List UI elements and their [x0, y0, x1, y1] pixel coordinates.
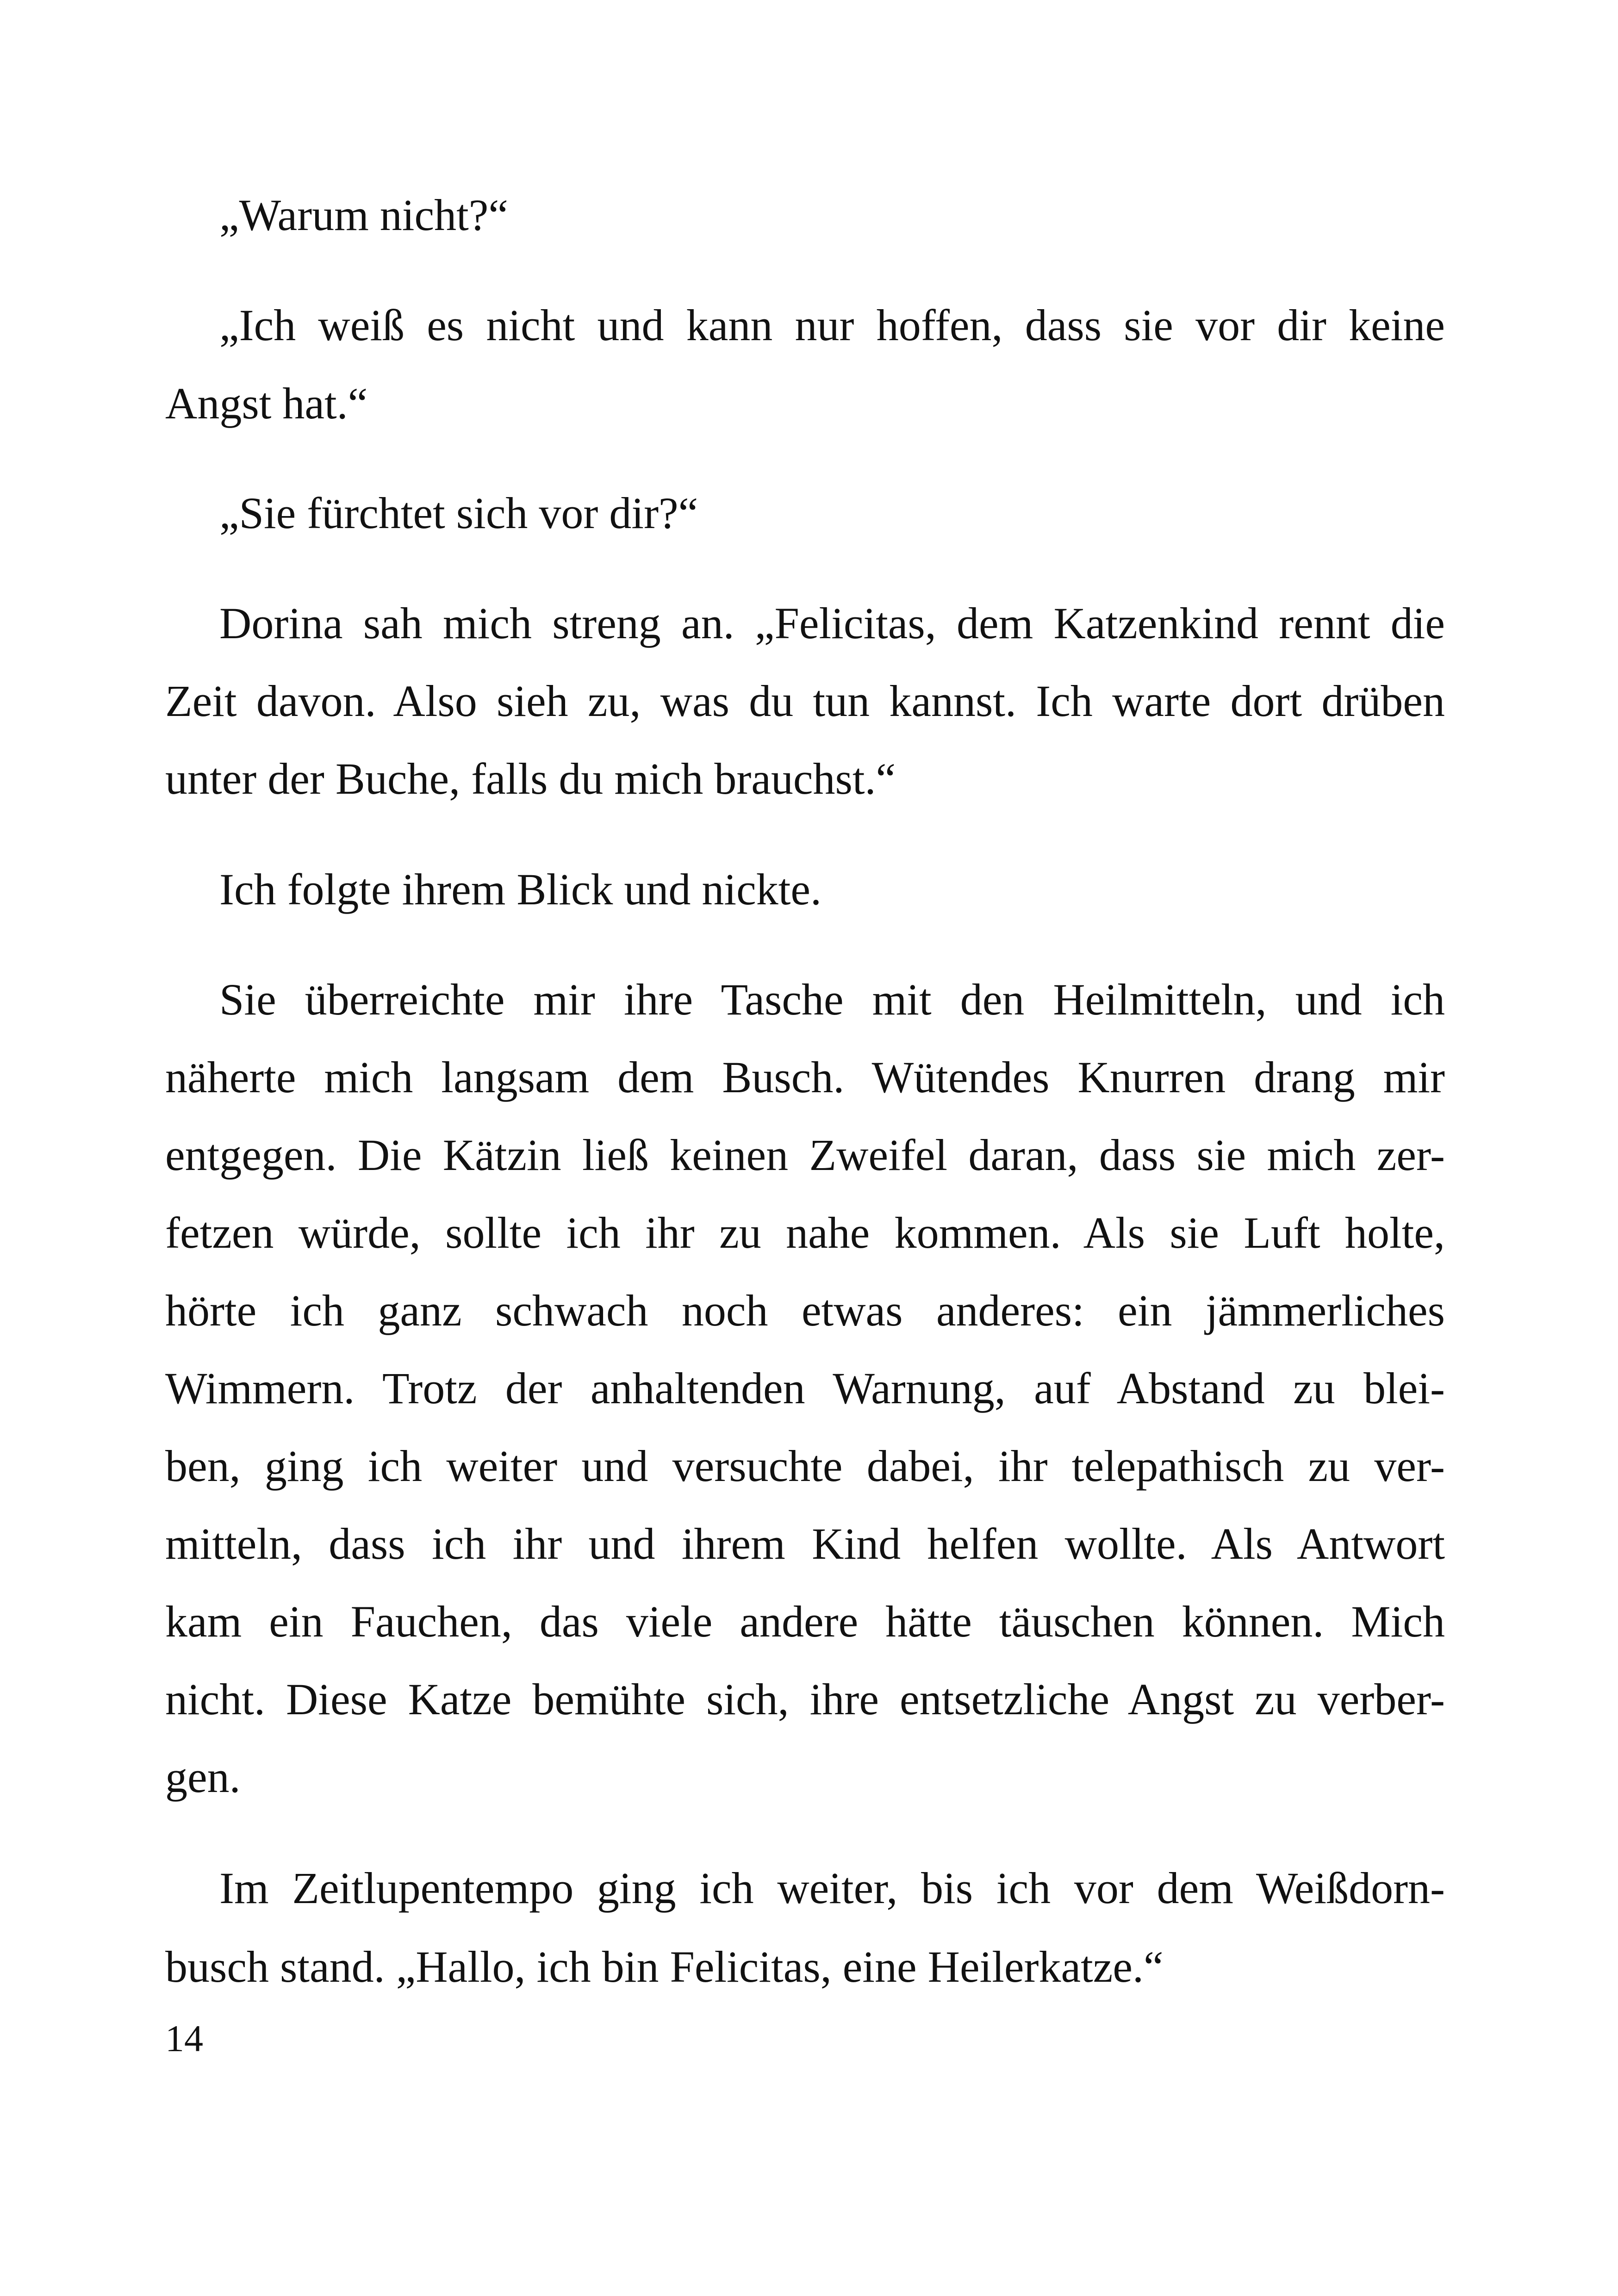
text-line: „Warum nicht?“ [219, 190, 508, 240]
text-line: Angst hat.“ [165, 379, 368, 428]
text-line: Wimmern. Trotz der anhaltenden Warnung, auf Abstand zu blei- [165, 1363, 1445, 1413]
text-line: Sie überreichte mir ihre Tasche mit den Heilmitteln, und ich [219, 975, 1445, 1024]
text-line: Ich folgte ihrem Blick und nickte. [219, 865, 821, 914]
text-line: nicht. Diese Katze bemühte sich, ihre entsetzliche Angst zu verber- [165, 1674, 1445, 1724]
text-line: Im Zeitlupentempo ging ich weiter, bis ich vor dem Weißdorn- [219, 1863, 1445, 1913]
text-line: ben, ging ich weiter und versuchte dabei, ihr telepathisch zu ver- [165, 1441, 1445, 1491]
page-number: 14 [165, 2017, 203, 2060]
text-line: näherte mich langsam dem Busch. Wütendes Knurren drang mir [165, 1052, 1445, 1102]
text-line: kam ein Fauchen, das viele andere hätte täuschen können. Mich [165, 1597, 1445, 1646]
text-line: Dorina sah mich streng an. „Felicitas, dem Katzenkind rennt die [219, 598, 1445, 648]
text-line: busch stand. „Hallo, ich bin Felicitas, eine Heilerkatze.“ [165, 1942, 1164, 1991]
text-line: „Ich weiß es nicht und kann nur hoffen, dass sie vor dir keine [219, 300, 1445, 350]
text-line: gen. [165, 1752, 241, 1802]
text-line: Zeit davon. Also sieh zu, was du tun kannst. Ich warte dort drüben [165, 676, 1445, 726]
text-line: fetzen würde, sollte ich ihr zu nahe kommen. Als sie Luft holte, [165, 1208, 1445, 1257]
text-line: mitteln, dass ich ihr und ihrem Kind helfen wollte. Als Antwort [165, 1519, 1445, 1568]
text-line: „Sie fürchtet sich vor dir?“ [219, 488, 698, 538]
text-line: hörte ich ganz schwach noch etwas anderes: ein jämmerliches [165, 1286, 1445, 1335]
text-line: entgegen. Die Kätzin ließ keinen Zweifel daran, dass sie mich zer- [165, 1130, 1445, 1180]
text-line: unter der Buche, falls du mich brauchst.“ [165, 754, 896, 803]
